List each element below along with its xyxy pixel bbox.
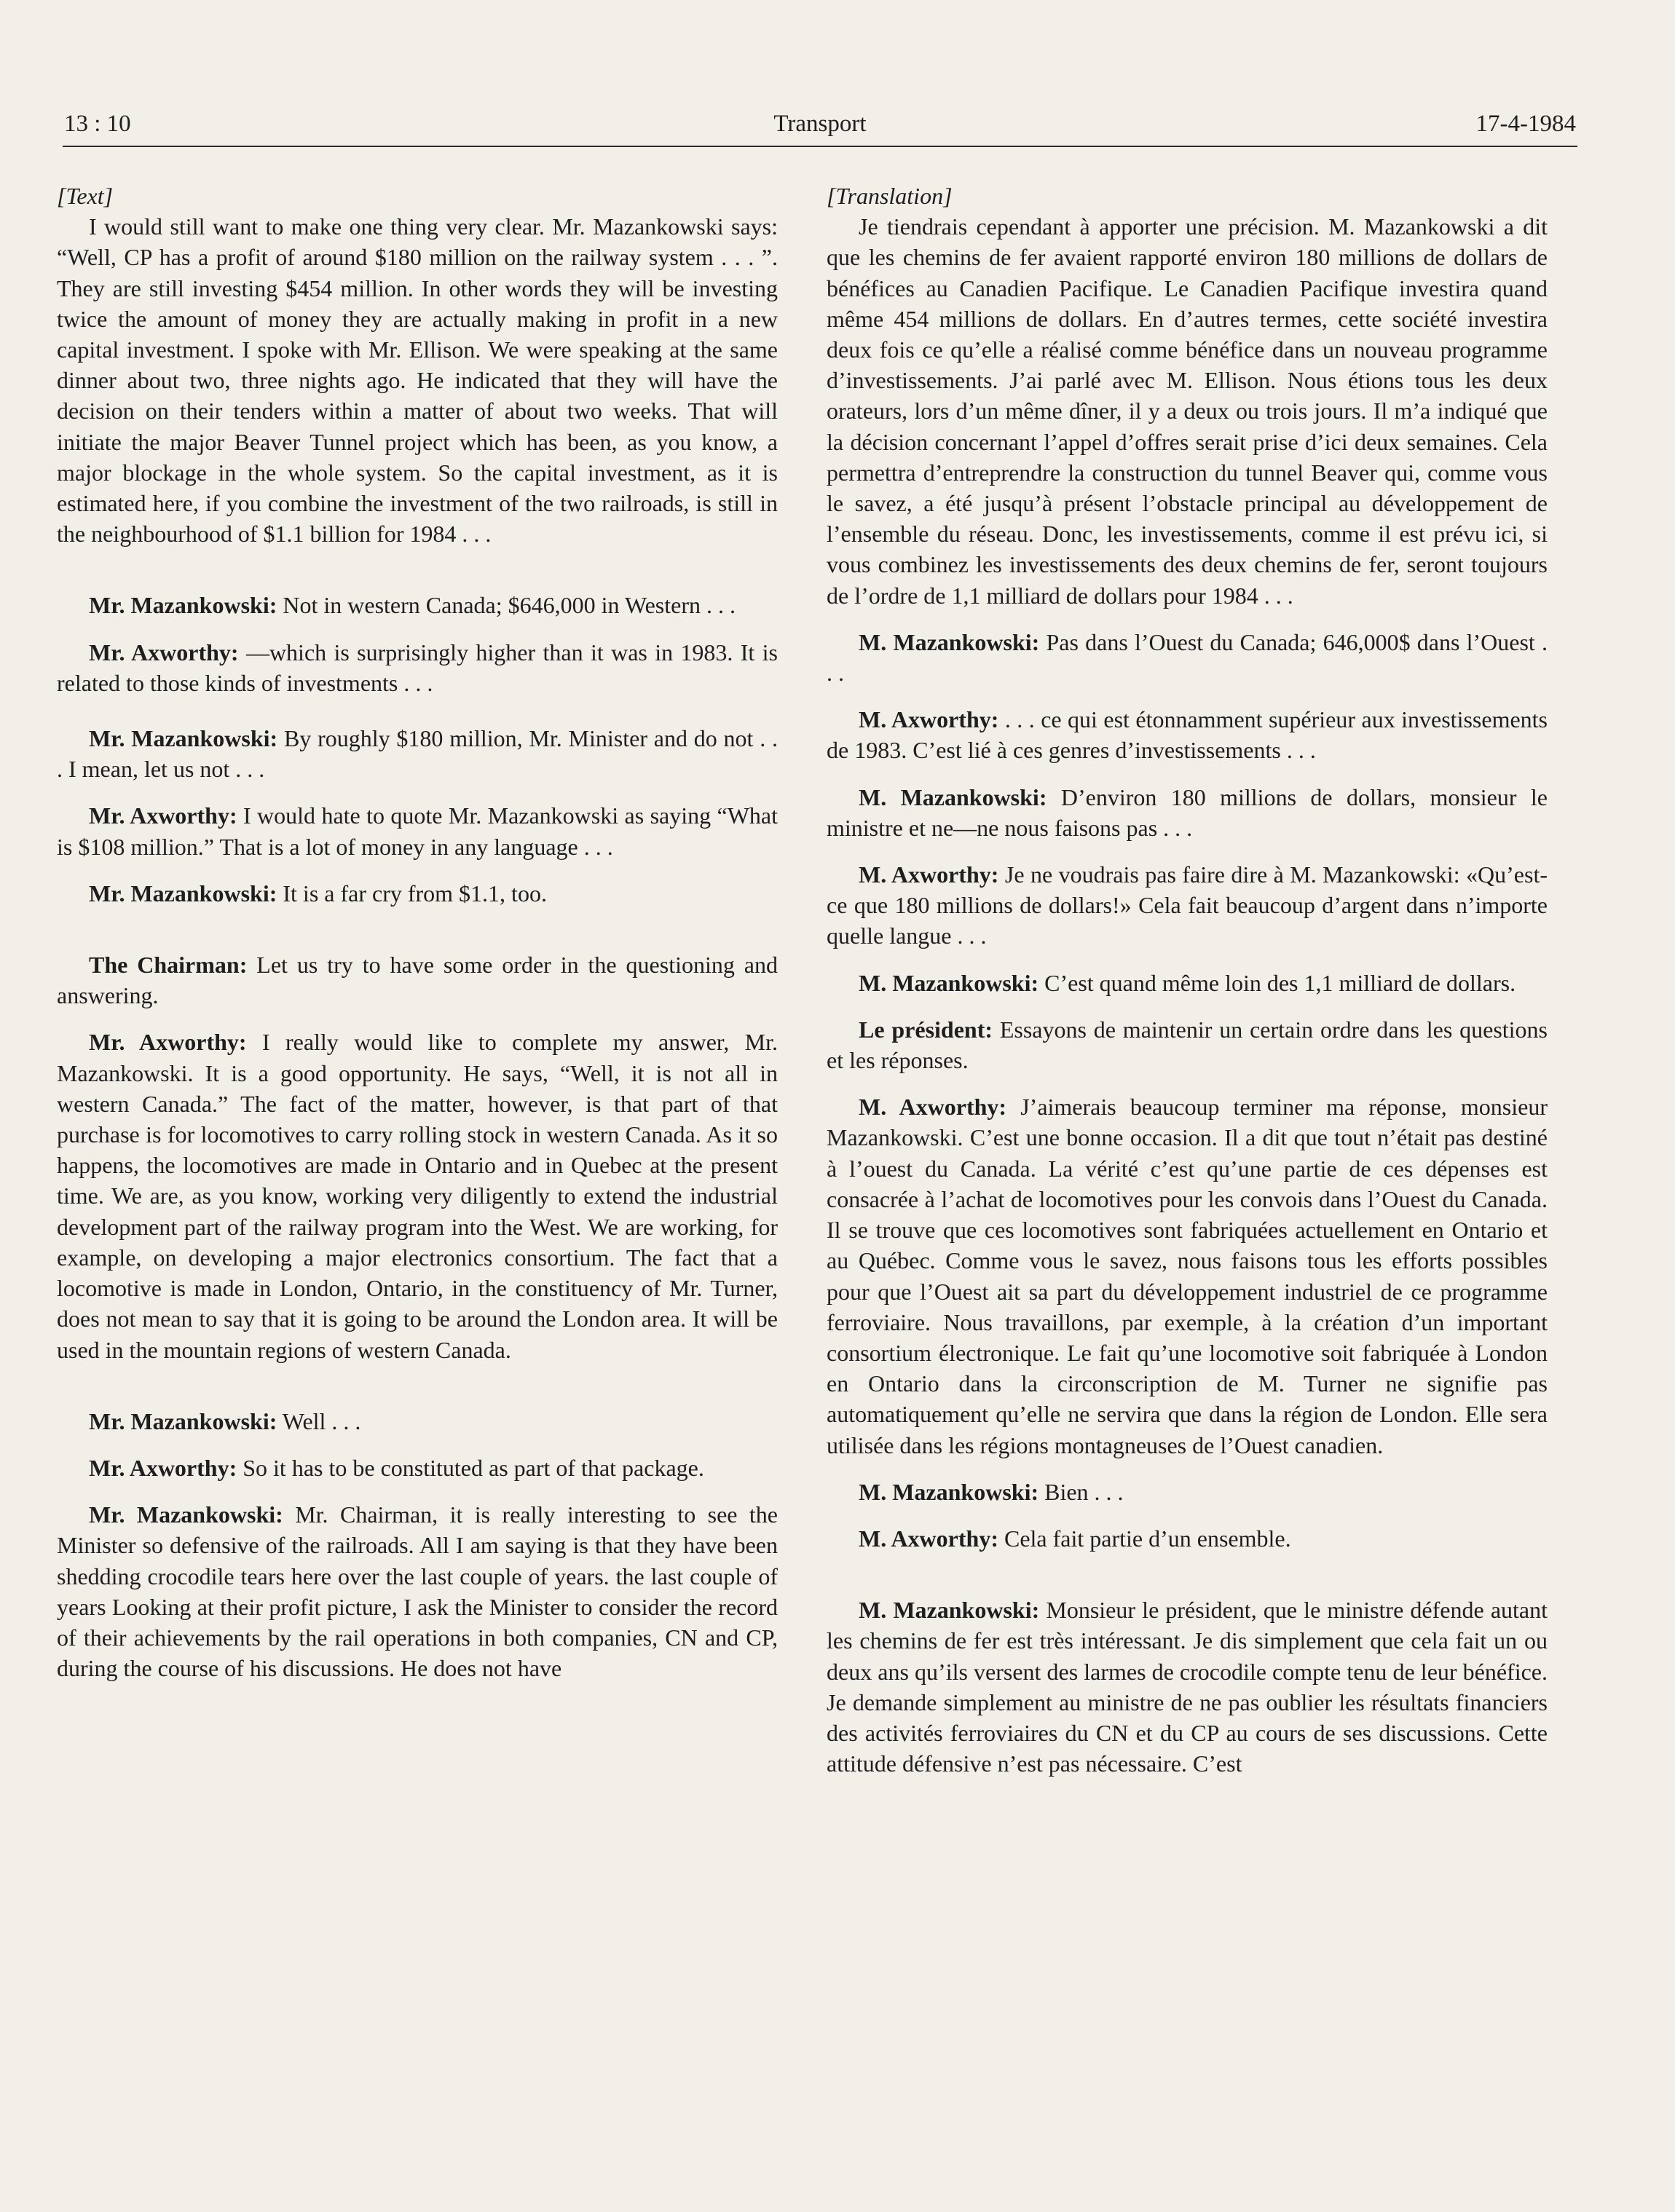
speech-text: Well . . .: [277, 1407, 361, 1434]
speech: [827, 704, 1548, 765]
speech: [827, 1595, 1548, 1779]
speaker: Mr. Axworthy:: [89, 639, 239, 665]
speaker: Le président:: [859, 1016, 993, 1043]
speaker: M. Mazankowski:: [859, 1597, 1040, 1624]
speech-text: So it has to be constituted as part of that package.: [237, 1454, 704, 1481]
speaker: Mr. Mazankowski:: [89, 725, 278, 752]
text-tag: [Text]: [57, 183, 114, 209]
speech: [57, 1499, 778, 1683]
speaker: M. Mazankowski:: [859, 628, 1040, 655]
speech-text: Pas dans l’Ouest du Canada; 646,000$ dans l’Ouest . . .: [827, 628, 1548, 687]
speaker: M. Mazankowski:: [859, 969, 1039, 996]
page-number: 13 : 10: [64, 111, 131, 137]
speaker: M. Axworthy:: [859, 861, 999, 888]
speaker: M. Mazankowski:: [859, 1478, 1039, 1505]
speech: [57, 1453, 778, 1483]
speech: [57, 800, 778, 861]
speech-text: . . . ce qui est étonnamment supérieur aux investissements de 1983. C’est lié à ces genres d’investissements . . .: [827, 706, 1548, 764]
speech: [827, 859, 1548, 952]
speaker: Mr. Axworthy:: [89, 1029, 247, 1056]
speech: [827, 627, 1548, 688]
speech-text: I really would like to complete my answer, Mr. Mazankowski. It is a good opportunity. He says, “Well, it is not all in western Canada.” The fact of the matter, however, is that part of that purchase is for locomotives to carry rolling stock in western Canada. As it so happens, the locomotives are made in Ontario and in Quebec at the present time. We are, as you know, working very diligently to extend the industrial development part of the railway program into the West. We are working, for example, on developing a major electronics consortium. The fact that a locomotive is made in London, Ontario, in the constituency of Mr. Turner, does not mean to say that it is going to be around the London area. It will be used in the mountain regions of western Canada.: [57, 1029, 779, 1363]
speech-text: Monsieur le président, que le ministre défende autant les chemins de fer est très intéressant. Je dis simplement que cela fait un ou deux ans qu’ils versent des larmes de crocodile compte tenu de leur bénéfice. Je demande simplement au ministre de ne pas oublier les résultats financiers des activités ferroviaires du CN et du CP au cours de ses discussions. Cette attitude défensive n’est pas nécessaire. C’est: [827, 1597, 1548, 1777]
speech-text: It is a far cry from $1.1, too.: [277, 880, 547, 906]
speaker: M. Axworthy:: [859, 1094, 1007, 1121]
paragraph: [827, 211, 1548, 611]
speaker: The Chairman:: [89, 952, 248, 979]
speaker: Mr. Axworthy:: [89, 1454, 237, 1481]
speech: [57, 878, 778, 909]
speech: [57, 637, 778, 698]
speaker: Mr. Mazankowski:: [89, 592, 277, 619]
speech: [57, 590, 778, 620]
speech-text: Mr. Chairman, it is really interesting to see the Minister so defensive of the railroads. All I am saying is that they have been shedding crocodile tears here over the last couple of years. the last couple of years Looking at their profit picture, I ask the Minister to consider the record of their achievements by the rail operations in both companies, CN and CP, during the course of his discussions. He does not have: [57, 1501, 779, 1682]
speech: [57, 1027, 778, 1364]
speaker: M. Axworthy:: [859, 706, 999, 733]
speech: [827, 968, 1548, 998]
paragraph-text: Je tiendrais cependant à apporter une précision. M. Mazankowski a dit que les chemins de fer avaient rapporté environ 180 millions de dollars de bénéfices au Canadien Pacifique. Le Canadien Pacifique investira quand même 454 millions de dollars. En d’autres termes, cette société investira deux fois ce qu’elle a réalisé comme bénéfice dans un nouveau programme d’investissements. J’ai parlé avec M. Ellison. Nous étions tous les deux orateurs, lors d’un même dîner, il y a deux ou trois jours. Il m’a indiqué que la décision concernant l’appel d’offres serait prise d’ici deux semaines. Cela permettra d’entreprendre la construction du tunnel Beaver qui, comme vous le savez, a été jusqu’à présent l’obstacle principal au développement de l’ensemble du réseau. Donc, les investissements, comme il est prévu ici, si vous combinez les investissements des deux chemins de fer, seront toujours de l’ordre de 1,1 milliard de dollars pour 1984 . . .: [827, 213, 1548, 609]
speech-text: Bien . . .: [1038, 1478, 1124, 1505]
running-header: [63, 108, 1577, 147]
header-title: Transport: [773, 111, 867, 137]
paragraph-text: I would still want to make one thing very clear. Mr. Mazankowski says: “Well, CP has a profit of around $180 million on the railway system . . . ”. They are still investing $454 million. In other words they will be investing twice the amount of money they are actually making in profit in a new capital investment. I spoke with Mr. Ellison. We were speaking at the same dinner about two, three nights ago. He indicated that they will have the decision on their tenders within a matter of about two weeks. That will initiate the major Beaver Tunnel project which has been, as you know, a major blockage in the whole system. So the capital investment, as it is estimated here, if you combine the investment of the two railroads, is still in the neighbourhood of $1.1 billion for 1984 . . .: [57, 213, 778, 548]
speech-text: By roughly $180 million, Mr. Minister and do not . . . I mean, let us not . . .: [57, 725, 779, 783]
speech-text: Not in western Canada; $646,000 in Western . . .: [277, 592, 736, 619]
speech: [827, 782, 1548, 843]
speech: [827, 1523, 1548, 1554]
speech-text: Let us try to have some order in the questioning and answering.: [57, 952, 779, 1009]
speech-text: Je ne voudrais pas faire dire à M. Mazankowski: «Qu’est-ce que 180 millions de dollars!» Cela fait beaucoup d’argent dans n’importe quelle langue . . .: [827, 861, 1548, 949]
speech-text: D’environ 180 millions de dollars, monsieur le ministre et ne—ne nous faisons pas . . .: [827, 783, 1548, 841]
speech: [827, 1014, 1548, 1075]
speech: [57, 949, 778, 1011]
speech: [827, 1477, 1548, 1507]
speech-text: Essayons de maintenir un certain ordre dans les questions et les réponses.: [827, 1016, 1548, 1074]
speech-text: J’aimerais beaucoup terminer ma réponse, monsieur Mazankowski. C’est une bonne occasion. Il a dit que tout n’était pas destiné à l’ouest du Canada. La vérité c’est qu’une partie de ces dépenses est consacrée à l’achat de locomotives pour les convois dans l’Ouest du Canada. Il se trouve que ces locomotives sont fabriquées actuellement en Ontario et au Québec. Comme vous le savez, nous faisons tous les efforts possibles pour que l’Ouest ait sa part du développement industriel de ce programme ferroviaire. Nous travaillons, par exemple, à la création d’un important consortium électronique. Le fait qu’une locomotive soit fabriquée à London en Ontario dans la circonscription de M. Turner ne signifie pas automatiquement qu’elle ne servira que dans la région de London. Elle sera utilisée dans les régions montagneuses de l’Ouest canadien.: [827, 1094, 1548, 1458]
translation-tag: [Translation]: [827, 183, 953, 209]
french-column: [827, 181, 1548, 1779]
speaker: Mr. Axworthy:: [89, 802, 237, 829]
paragraph: [57, 211, 778, 549]
speaker: M. Mazankowski:: [859, 783, 1047, 810]
speech: [57, 1406, 778, 1437]
speech-text: —which is surprisingly higher than it was in 1983. It is related to those kinds of investments . . .: [57, 639, 779, 696]
speech-text: Cela fait partie d’un ensemble.: [998, 1525, 1291, 1552]
header-date: 17-4-1984: [1475, 111, 1576, 137]
speaker: M. Axworthy:: [859, 1525, 998, 1552]
speech: [57, 723, 778, 784]
speech-text: I would hate to quote Mr. Mazankowski as saying “What is $108 million.” That is a lot of money in any language . . .: [57, 802, 779, 860]
speaker: Mr. Mazankowski:: [89, 1407, 277, 1434]
speech-text: C’est quand même loin des 1,1 milliard de dollars.: [1038, 969, 1516, 996]
speaker: Mr. Mazankowski:: [89, 1501, 283, 1528]
speech: [827, 1091, 1548, 1460]
speaker: Mr. Mazankowski:: [89, 880, 277, 906]
english-column: [57, 181, 778, 1683]
